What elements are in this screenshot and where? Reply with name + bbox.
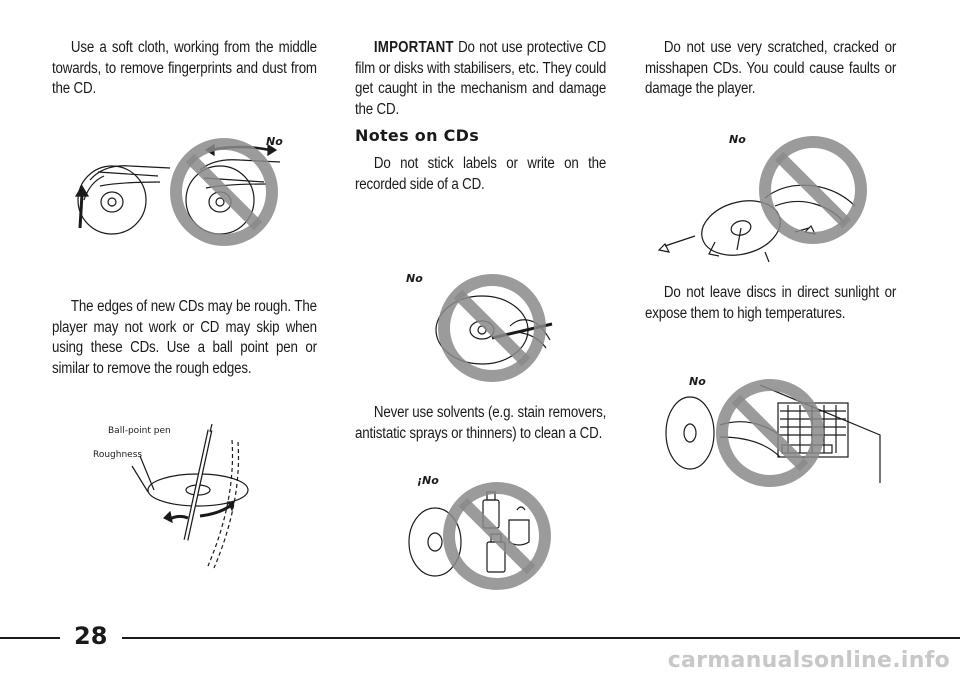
sunlight-paragraph: Do not leave discs in direct sunlight or expose them to high temperatures. xyxy=(645,284,897,322)
prohibition-sign-sunlight xyxy=(722,385,818,481)
page-number: 28 xyxy=(74,622,108,650)
solvents-paragraph: Never use solvents (e.g. stain removers, antistatic sprays or thinners) to clean a CD. xyxy=(355,404,607,442)
notes-on-cds-heading: Notes on CDs xyxy=(355,126,480,145)
roughness-label: Roughness xyxy=(93,450,143,460)
dashboard-heat-illustration xyxy=(660,375,885,495)
solvents-illustration xyxy=(405,480,565,590)
prohibition-sign-cloth xyxy=(176,144,272,240)
ball-point-pen-label: Ball-point pen xyxy=(108,426,171,436)
footer-rule-right xyxy=(122,637,960,639)
rough-edges-paragraph: The edges of new CDs may be rough. The player may not work or CD may skip when using these CDs. Use a ball point pen or similar to remove the rough edges. xyxy=(52,298,317,377)
important-label: IMPORTANT xyxy=(373,39,454,56)
cracked-cd-illustration xyxy=(655,132,875,272)
no-label-solvents: ¡No xyxy=(417,474,439,487)
no-label-scratched: No xyxy=(729,133,746,146)
prohibition-sign-writing xyxy=(444,280,540,376)
no-label-cloth: No xyxy=(266,135,283,148)
scratched-cds-paragraph: Do not use very scratched, cracked or misshapen CDs. You could cause faults or damage the player. xyxy=(645,39,897,97)
cloth-cleaning-illustration xyxy=(70,140,290,260)
writing-on-cd-illustration xyxy=(420,272,560,392)
important-note: IMPORTANT Do not use protective CD film or disks with stabilisers, etc. They could get caught in the mechanism and damage the CD. xyxy=(355,39,607,118)
no-labels-paragraph: Do not stick labels or write on the recorded side of a CD. xyxy=(355,155,607,193)
cloth-cleaning-paragraph: Use a soft cloth, working from the middle towards, to remove fingerprints and dust from the CD. xyxy=(52,39,317,97)
no-label-sunlight: No xyxy=(689,375,706,388)
ball-point-pen-illustration xyxy=(140,420,250,570)
watermark: carmanualsonline.info xyxy=(667,648,950,673)
no-label-writing: No xyxy=(406,272,423,285)
footer-rule-left xyxy=(0,637,60,639)
prohibition-sign-solvents xyxy=(449,488,545,584)
